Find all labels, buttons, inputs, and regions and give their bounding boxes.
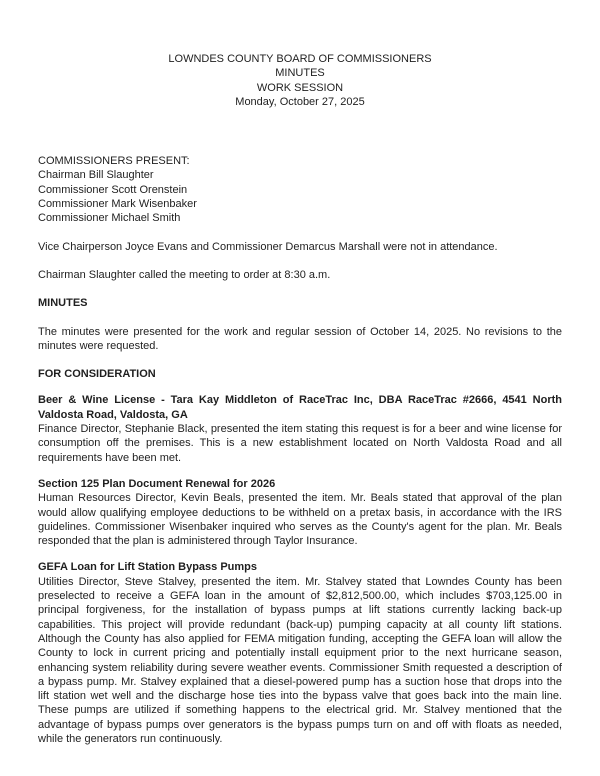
minutes-section-heading: MINUTES <box>38 297 88 310</box>
item-heading: Beer & Wine License - Tara Kay Middleton of RaceTrac Inc, DBA RaceTrac #2666, 4541 North Valdosta Road, Valdosta, GA <box>38 394 562 421</box>
present-commissioner: Chairman Bill Slaughter <box>38 169 154 182</box>
doc-title-session: WORK SESSION <box>256 81 344 94</box>
present-commissioner: Commissioner Mark Wisenbaker <box>38 198 197 211</box>
item-body: Finance Director, Stephanie Black, presented the item stating this request is for a beer and wine license for consumption off the premises. This is a new establishment located on North Valdosta Road and all requirements have been met. <box>38 423 562 464</box>
item-body: Utilities Director, Steve Stalvey, presented the item. Mr. Stalvey stated that Lowndes County has been preselected to receive a GEFA loan in the amount of $2,812,500.00, which includes $703,125.00 in principal forgiveness, for the installation of bypass pumps at lift stations currently lacking back-up capabilities. This project will provide redundant (back-up) pumping capacity at all county lift stations. Although the County has also applied for FEMA mitigation funding, accepting the GEFA loan will allow the County to lock in current pricing and potentially install equipment prior to the next hurricane season, enhancing system reliability during severe weather events. Commissioner Smith requested a description of a bypass pump. Mr. Stalvey explained that a diesel-powered pump has a suction hose that drops into the lift station wet well and the discharge hose ties into the bypass valve that goes back into the main line. These pumps are utilized if something happens to the electrical grid. Mr. Stalvey mentioned that the advantage of bypass pumps over generators is the bypass pumps turn on and off with floats as needed, while the generators run continuously. <box>38 575 562 745</box>
document-title-block <box>38 52 562 109</box>
minutes-section-body: The minutes were presented for the work and regular session of October 14, 2025. No revisions to the minutes were requested. <box>38 325 562 352</box>
item-body: Human Resources Director, Kevin Beals, presented the item. Mr. Beals stated that approval of the plan would allow qualifying employee deductions to be withheld on a pretax basis, in accordance with the IRS guidelines. Commissioner Wisenbaker inquired who serves as the County's agent for the plan. Mr. Beals responded that the plan is administered through Taylor Insurance. <box>38 492 562 548</box>
present-commissioner: Commissioner Michael Smith <box>38 212 181 225</box>
call-to-order-note: Chairman Slaughter called the meeting to order at 8:30 a.m. <box>38 268 331 281</box>
doc-title-org: LOWNDES COUNTY BOARD OF COMMISSIONERS <box>168 53 432 65</box>
item-heading: GEFA Loan for Lift Station Bypass Pumps <box>38 561 258 574</box>
for-consideration-heading: FOR CONSIDERATION <box>38 368 156 381</box>
consideration-item-beer-wine-license <box>38 393 562 464</box>
present-commissioner: Commissioner Scott Orenstein <box>38 183 188 196</box>
item-heading: Section 125 Plan Document Renewal for 2026 <box>38 477 276 490</box>
absent-note: Vice Chairperson Joyce Evans and Commissioner Demarcus Marshall were not in attendance. <box>38 240 498 253</box>
attendance-block <box>38 154 562 225</box>
doc-title-type: MINUTES <box>275 67 325 80</box>
doc-title-date: Monday, October 27, 2025 <box>235 95 365 108</box>
consideration-item-gefa-loan <box>38 560 562 746</box>
commissioners-present-label: COMMISSIONERS PRESENT: <box>38 155 190 168</box>
consideration-item-section-125-plan <box>38 477 562 548</box>
